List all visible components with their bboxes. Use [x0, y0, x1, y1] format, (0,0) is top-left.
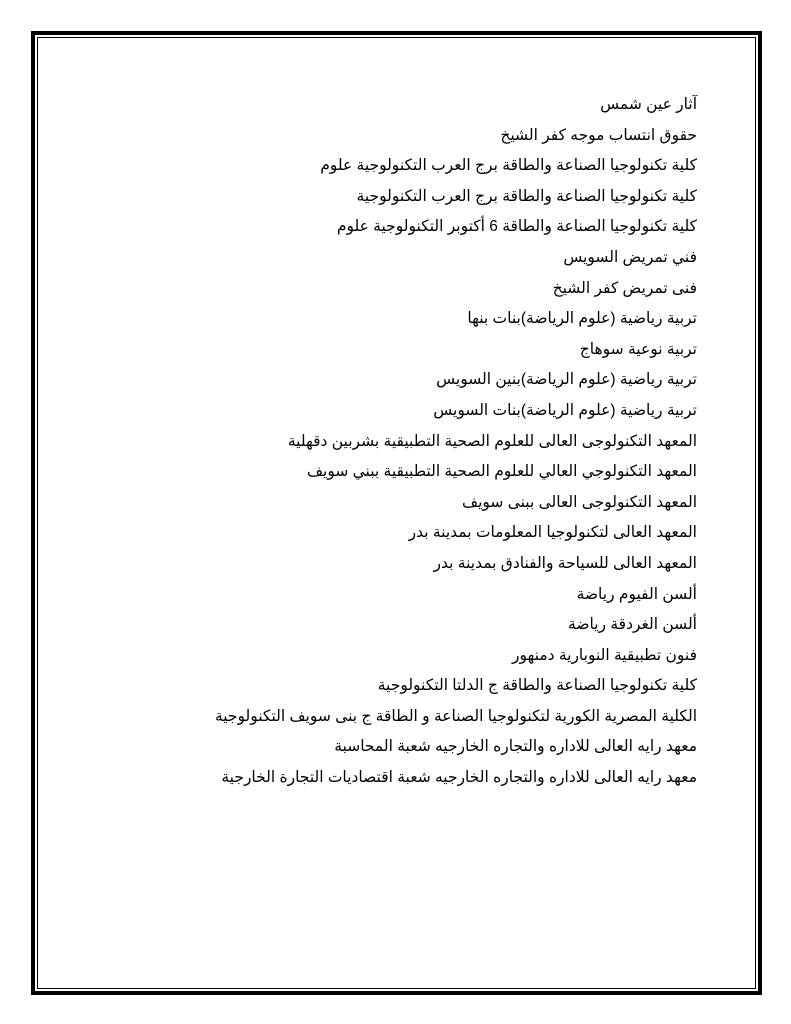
institute-list	[57, 90, 697, 794]
list-item: المعهد التكنولوجي العالي للعلوم الصحية التطبيقية ببني سويف	[306, 463, 697, 481]
list-item: كلية تكنولوجيا الصناعة والطاقة 6 أكتوبر التكنولوجية علوم	[336, 218, 697, 236]
list-item: معهد رايه العالى للاداره والتجاره الخارجيه شعبة اقتصاديات التجارة الخارجية	[221, 769, 697, 787]
list-item: تربية رياضية (علوم الرياضة)بنات السويس	[433, 401, 697, 419]
list-item: المعهد العالى للسياحة والفنادق بمدينة بدر	[433, 554, 697, 572]
list-item: المعهد التكنولوجى العالى ببنى سويف	[462, 493, 697, 511]
list-item: حقوق انتساب موجه كفر الشيخ	[500, 126, 697, 144]
list-item: آثار عين شمس	[600, 96, 697, 113]
list-item: المعهد التكنولوجى العالى للعلوم الصحية التطبيقية بشربين دقهلية	[287, 432, 697, 450]
list-item: تربية رياضية (علوم الرياضة)بنات بنها	[467, 310, 697, 328]
list-item: تربية رياضية (علوم الرياضة)بنين السويس	[436, 371, 697, 389]
list-item: ألسن الغردقة رياضة	[568, 616, 697, 634]
list-item: ألسن الفيوم رياضة	[576, 585, 697, 603]
list-item: تربية نوعية سوهاج	[579, 340, 697, 358]
list-item: فنى تمريض كفر الشيخ	[552, 279, 697, 297]
list-item: كلية تكنولوجيا الصناعة والطاقة ج الدلتا التكنولوجية	[377, 677, 697, 695]
list-item: فنون تطبيقية النوبارية دمنهور	[512, 646, 697, 664]
list-item: معهد رايه العالى للاداره والتجاره الخارجيه شعبة المحاسبة	[334, 738, 697, 756]
list-item: المعهد العالى لتكنولوجيا المعلومات بمدينة بدر	[408, 524, 697, 542]
list-item: الكلية المصرية الكورية لتكنولوجيا الصناعة و الطاقة ج بنى سويف التكنولوجية	[214, 707, 697, 725]
list-item: كلية تكنولوجيا الصناعة والطاقة برج العرب التكنولوجية علوم	[320, 157, 697, 175]
list-item: كلية تكنولوجيا الصناعة والطاقة برج العرب التكنولوجية	[356, 187, 697, 205]
list-item: فني تمريض السويس	[563, 248, 697, 266]
